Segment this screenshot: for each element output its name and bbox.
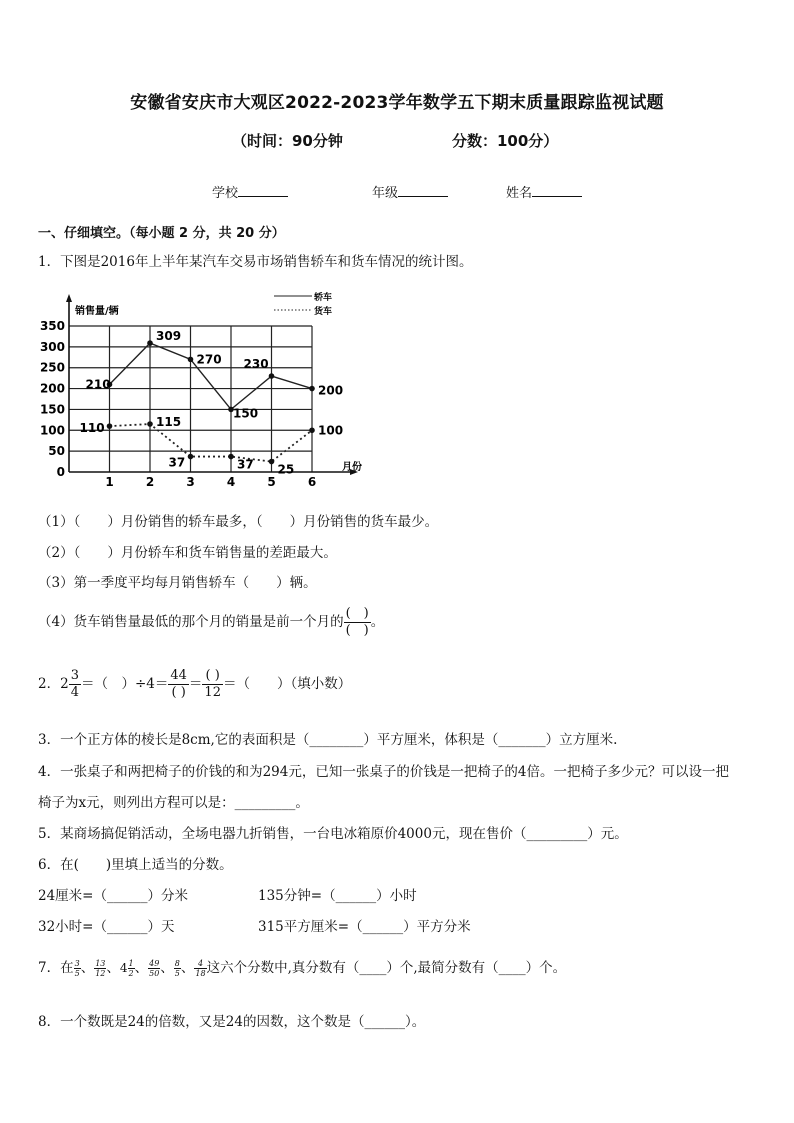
question-6-a: 24厘米=（______）分米 xyxy=(38,888,188,904)
name-field[interactable] xyxy=(506,182,582,201)
truck-line xyxy=(110,424,313,462)
data-label: 150 xyxy=(233,406,259,421)
x-tick-label: 4 xyxy=(226,475,236,488)
fraction-blank-12[interactable]: $\frac{( )}{12}$ xyxy=(204,668,221,700)
question-7-prefix: 7．在 xyxy=(38,960,74,976)
data-label: 37 xyxy=(237,457,254,472)
grade-label: 年级 xyxy=(372,186,399,201)
y-tick-label: 200 xyxy=(39,381,65,396)
data-point xyxy=(309,427,315,433)
fraction-denominator: 2 xyxy=(128,969,134,978)
data-label: 270 xyxy=(196,352,222,367)
page-title: 安徽省安庆市大观区2022-2023学年数学五下期末质量跟踪监视试题 xyxy=(130,93,664,113)
data-label: 210 xyxy=(85,377,111,392)
question-1-part-1: （1）（ ）月份销售的轿车最多，（ ）月份销售的货车最少。 xyxy=(38,514,439,530)
data-label: 25 xyxy=(277,462,295,477)
question-1: 1．下图是2016年上半年某汽车交易市场销售轿车和货车情况的统计图。 xyxy=(38,254,473,270)
data-point xyxy=(269,459,275,465)
fraction-3-4: $\frac{3}{4}$ xyxy=(70,668,79,700)
y-axis-arrow xyxy=(66,294,72,302)
question-7-suffix: 这六个分数中,真分数有（____）个,最简分数有（____）个。 xyxy=(206,960,567,976)
x-tick-label: 3 xyxy=(186,475,195,488)
fraction-blank[interactable]: $\frac{( )}{( )}$ xyxy=(345,606,369,638)
data-point xyxy=(269,373,275,379)
y-tick-label: 350 xyxy=(39,319,65,333)
grade-field[interactable] xyxy=(372,182,448,201)
score-label: 分数：100分） xyxy=(452,132,559,150)
question-8: 8．一个数既是24的倍数，又是24的因数，这个数是（______）。 xyxy=(38,1014,426,1030)
y-tick-label: 50 xyxy=(48,444,65,459)
question-1-part-4: （4）货车销售量最低的那个月的销量是前一个月的 $\frac{( )}{( )}$ 。 xyxy=(38,606,385,638)
y-tick-label: 150 xyxy=(39,402,65,417)
section-title: 一、仔细填空。（每小题 2 分，共 20 分） xyxy=(38,226,285,241)
small-fraction xyxy=(74,959,81,978)
data-label: 115 xyxy=(156,415,182,430)
data-label: 37 xyxy=(168,455,186,470)
fraction-numerator: 13 xyxy=(95,959,106,968)
y-tick-label: 300 xyxy=(39,339,65,354)
x-tick-label: 5 xyxy=(267,475,276,488)
y-tick-label: 0 xyxy=(56,465,65,479)
legend-truck-label: 货车 xyxy=(314,307,333,317)
fraction-numerator: 4 xyxy=(194,959,206,969)
data-label: 309 xyxy=(156,329,182,344)
fraction-denominator: 18 xyxy=(195,969,206,978)
question-1-part-2: （2）（ ）月份轿车和货车销售量的差距最大。 xyxy=(38,545,337,561)
separator: 、 xyxy=(160,960,174,976)
separator: 、 xyxy=(80,960,95,976)
question-4-line-1: 4．一张桌子和两把椅子的价钱的和为294元，已知一张桌子的价钱是一把椅子的4倍。一把椅子多少元？可以设一把 xyxy=(38,764,729,780)
data-point xyxy=(107,423,113,429)
time-label: （时间：90分钟 xyxy=(232,132,343,150)
name-label: 姓名 xyxy=(506,186,533,201)
school-label: 学校 xyxy=(212,186,239,201)
y-axis-label: 销售量/辆 xyxy=(75,306,119,317)
data-point xyxy=(228,454,234,460)
question-7 xyxy=(38,956,566,978)
question-3: 3．一个正方体的棱长是8cm,它的表面积是（________）平方厘米，体积是（_______）立方厘米. xyxy=(38,732,618,748)
question-2: 2．2 $\frac{3}{4}$ ＝（ ）÷4＝ $\frac{44}{( )}$ ＝ $\frac{( )}{12}$ ＝（ ）（填小数） xyxy=(38,668,352,700)
school-field[interactable] xyxy=(212,182,288,201)
data-label: 100 xyxy=(318,423,344,438)
data-point xyxy=(147,421,153,427)
x-tick-label: 1 xyxy=(105,475,114,488)
question-5: 5．某商场搞促销活动，全场电器九折销售，一台电冰箱原价4000元，现在售价（_________）元。 xyxy=(38,826,628,842)
small-fraction xyxy=(128,959,135,978)
y-tick-label: 100 xyxy=(39,423,65,438)
fraction-denominator: 12 xyxy=(95,969,106,978)
fraction-numerator: 49 xyxy=(149,959,160,968)
x-tick-label: 2 xyxy=(145,475,155,488)
small-fraction xyxy=(174,959,181,978)
question-4-line-2: 椅子为x元，则列出方程可以是：_________。 xyxy=(38,795,309,811)
question-1-part-4-text: （4）货车销售量最低的那个月的销量是前一个月的 xyxy=(38,614,344,630)
small-fraction xyxy=(148,959,160,978)
x-tick-label: 6 xyxy=(307,475,317,488)
y-tick-label: 250 xyxy=(39,360,65,375)
chart-legend xyxy=(274,291,332,317)
question-6-c: 32小时=（______）天 xyxy=(38,919,175,935)
sales-line-chart xyxy=(34,284,374,488)
separator: 、 xyxy=(180,960,195,976)
data-label: 230 xyxy=(243,357,269,372)
small-fraction xyxy=(194,959,206,978)
separator: 、 xyxy=(134,960,149,976)
question-6-d: 315平方厘米=（______）平方分米 xyxy=(258,919,471,935)
question-6-b: 135分钟=（______）小时 xyxy=(258,888,417,904)
y-tick-labels xyxy=(40,319,65,479)
chart-grid xyxy=(69,326,312,472)
fraction-numerator: 3 xyxy=(74,959,80,968)
fraction-numerator: 1 xyxy=(128,959,134,968)
separator: 、 xyxy=(106,960,120,976)
x-axis-label: 月份 xyxy=(342,462,362,473)
data-point xyxy=(147,340,153,346)
fraction-denominator: 5 xyxy=(74,969,80,978)
data-point xyxy=(188,357,194,363)
fraction-denominator: 5 xyxy=(174,969,180,978)
question-1-part-3: （3）第一季度平均每月销售轿车（ ）辆。 xyxy=(38,575,317,591)
legend-sedan-label: 轿车 xyxy=(314,293,333,303)
data-point xyxy=(309,386,315,392)
small-fraction xyxy=(94,959,106,978)
fraction-whole: 4 xyxy=(119,961,128,975)
data-point xyxy=(188,454,194,460)
question-6: 6．在( )里填上适当的分数。 xyxy=(38,857,233,873)
x-tick-labels xyxy=(105,475,316,488)
fraction-numerator: 8 xyxy=(174,959,180,968)
mixed-whole: 2 xyxy=(60,676,69,692)
fraction-denominator: 50 xyxy=(149,969,160,978)
data-label: 110 xyxy=(79,421,105,436)
fraction-44-blank[interactable]: $\frac{44}{( )}$ xyxy=(170,668,187,700)
data-label: 200 xyxy=(318,383,344,398)
data-labels xyxy=(80,329,344,476)
